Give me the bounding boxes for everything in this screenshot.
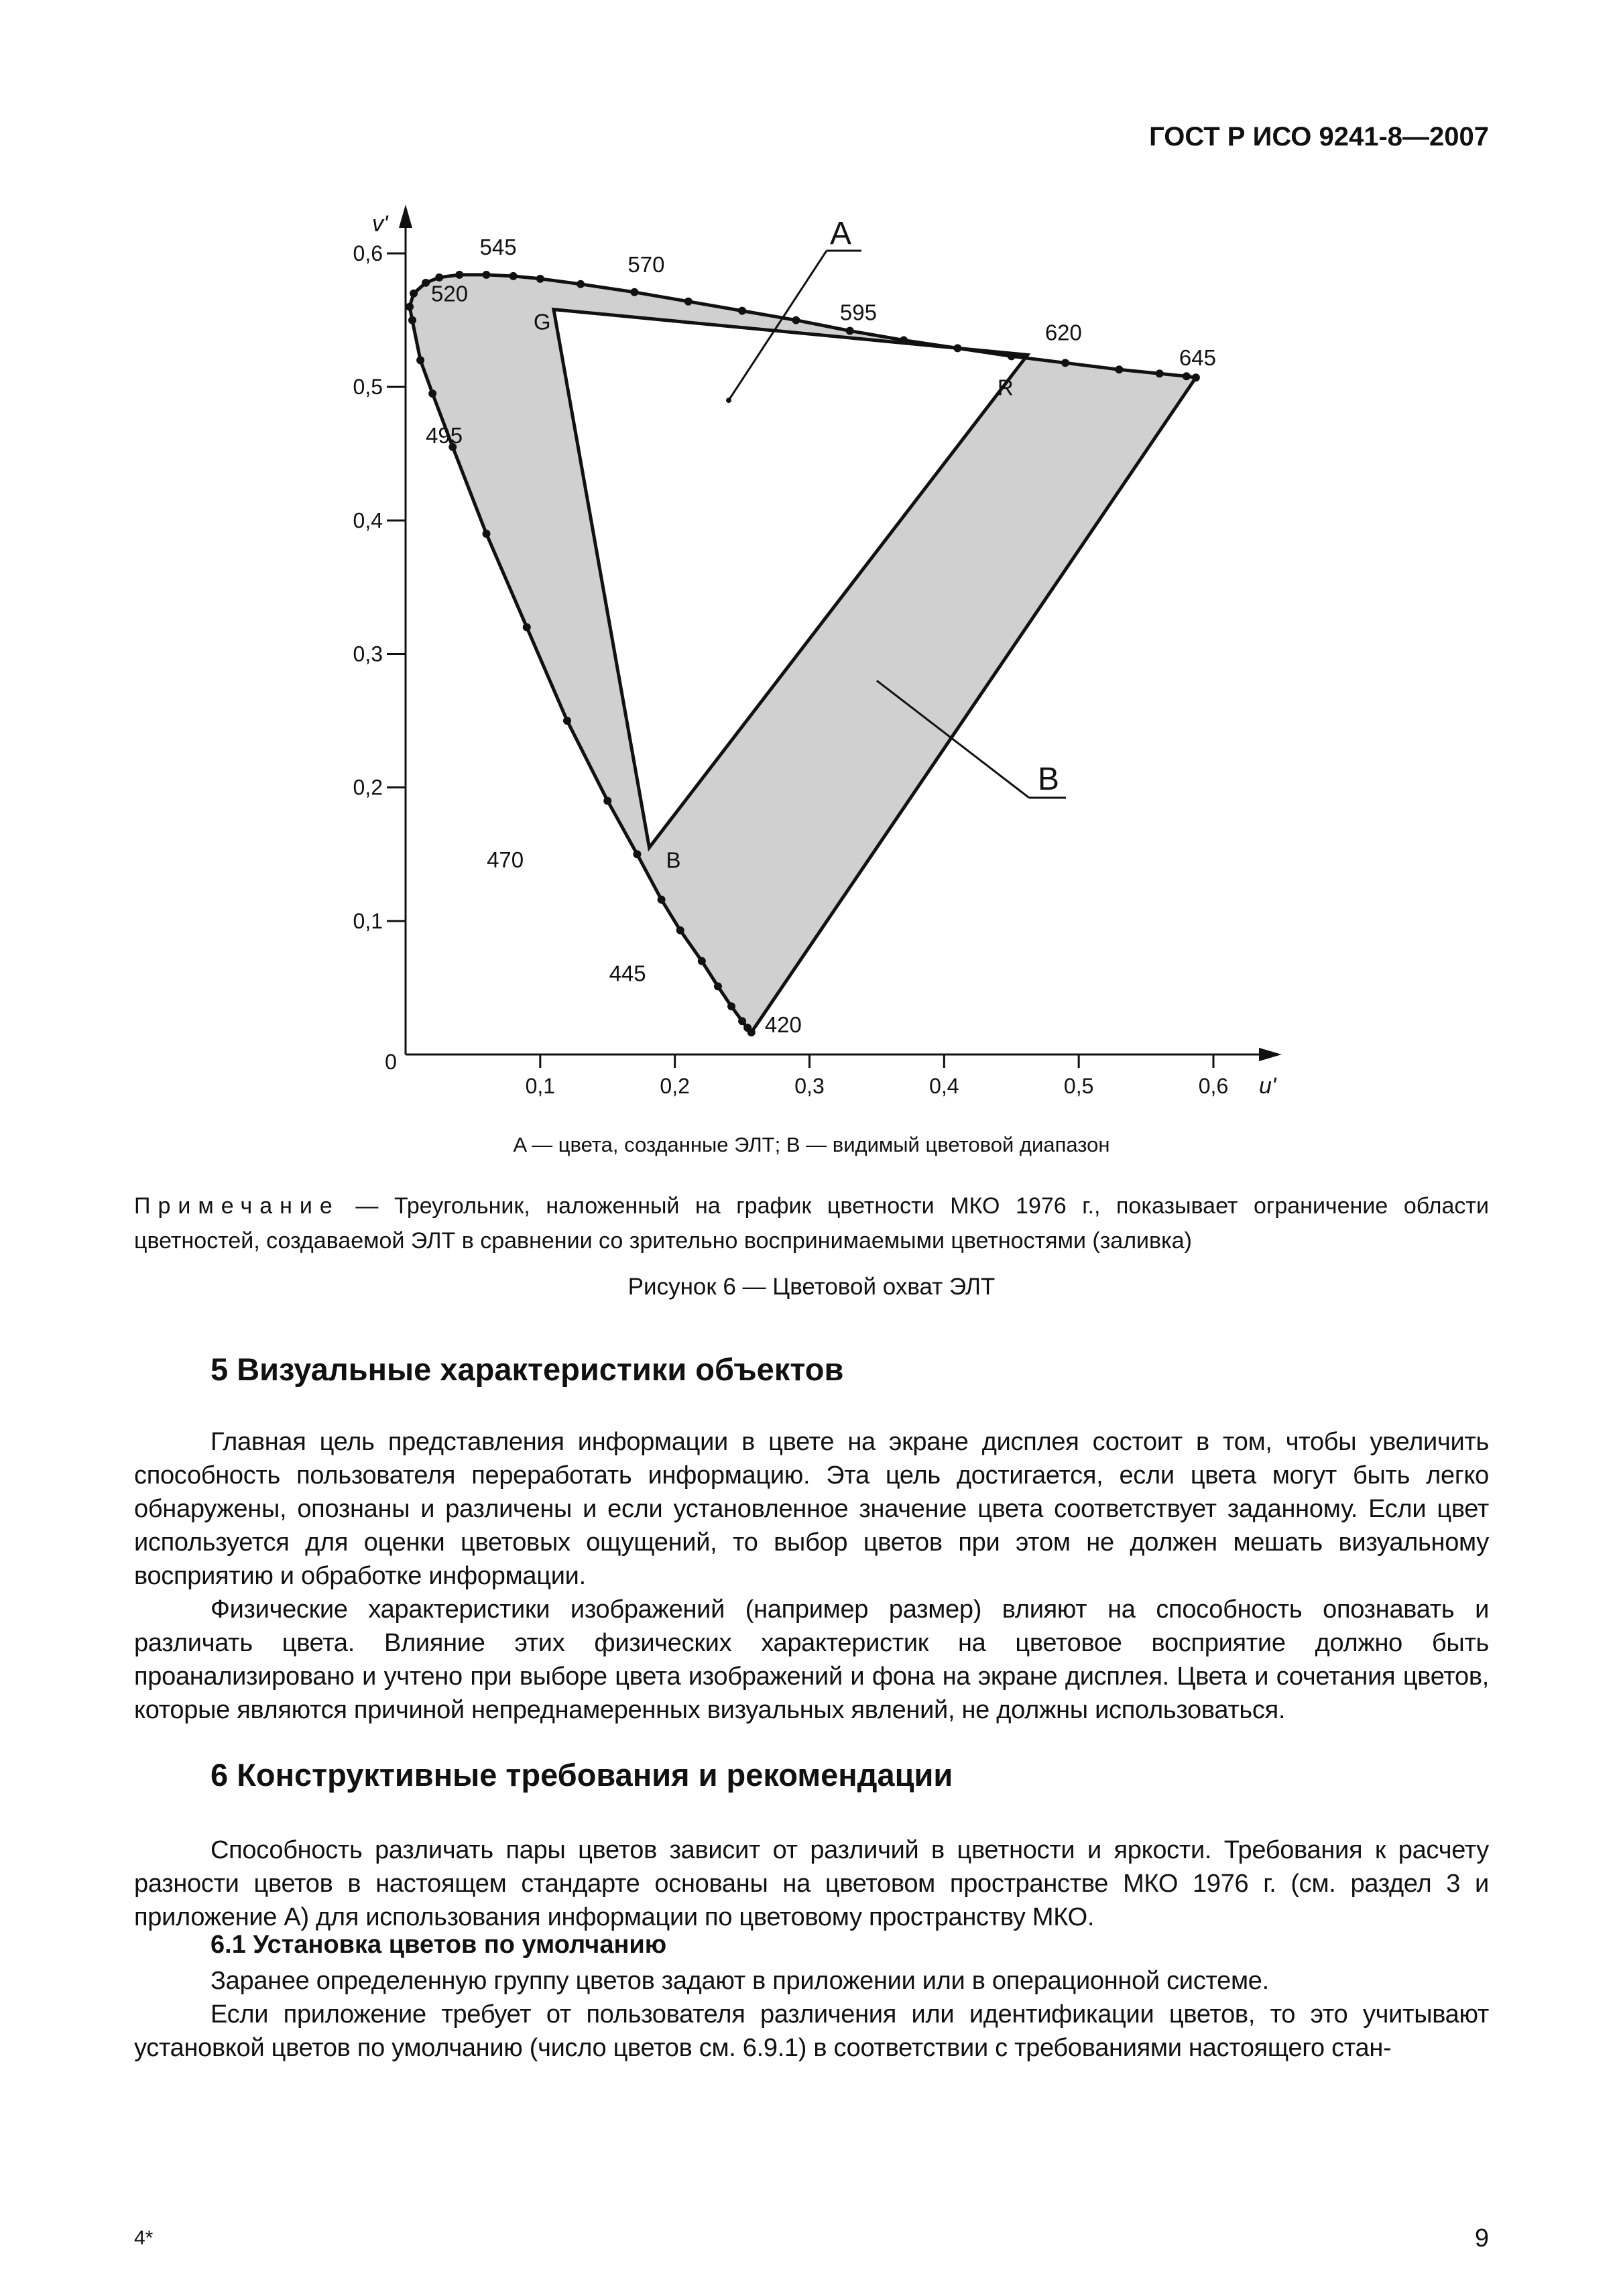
x-tick-label: 0,2 (660, 1074, 690, 1098)
locus-point (577, 280, 585, 288)
locus-point (523, 623, 531, 631)
locus-point (1008, 352, 1016, 360)
locus-point (714, 982, 722, 990)
paragraph: Если приложение требует от пользователя различения или идентификации цветов, то это учитывают установкой цветов по умолчанию (число цветов см. 6.9.1) в соответствии с требованиями настоящего стан- (134, 2000, 1489, 2062)
locus-point (603, 797, 611, 805)
locus-point (738, 307, 746, 315)
visible-gamut-fill (410, 275, 1196, 1032)
gamut-area (410, 275, 1196, 1032)
section-6-heading: 6 Конструктивные требования и рекомендации (211, 1757, 953, 1793)
locus-point (483, 530, 491, 538)
locus-point (900, 336, 908, 344)
note-heading: Примечание (134, 1193, 340, 1219)
y-tick-label: 0,5 (353, 375, 383, 400)
figure-legend: A — цвета, созданные ЭЛТ; B — видимый цветовой диапазон (513, 1133, 1110, 1156)
y-tick-label: 0,6 (353, 241, 383, 265)
locus-point (1192, 373, 1200, 381)
locus-point (455, 271, 463, 279)
x-tick-label: 0,3 (794, 1074, 825, 1098)
vertex-label-g: G (533, 309, 551, 335)
y-tick-label: 0,2 (353, 775, 383, 800)
locus-point (738, 1017, 746, 1025)
locus-point (658, 896, 666, 904)
x-tick-label: 0,6 (1198, 1074, 1229, 1098)
wavelength-label: 445 (609, 961, 646, 986)
subsection-6-1-heading: 6.1 Установка цветов по умолчанию (211, 1931, 667, 1959)
subsection-6-1-body (134, 1964, 1489, 2065)
x-tick-label: 0,4 (929, 1074, 959, 1098)
wavelength-label: 495 (426, 422, 463, 448)
section-5-body (134, 1425, 1489, 1727)
locus-point (953, 344, 961, 352)
paragraph: Главная цель представления информации в цвете на экране дисплея состоит в том, чтобы увеличить способность пользователя переработать информацию. Эта цель достигается, если цвета могут быть легко обнаружены, опознаны и различены и если установленное значение цвета соответствует заданному. Если цвет используется для оценки цветовых ощущений, то выбор цветов при этом не должен мешать визуальному восприятию и обработке информации. (134, 1428, 1489, 1590)
section-6-body (134, 1833, 1489, 1934)
vertex-label-r: R (997, 375, 1014, 400)
annotation-a-label: A (830, 216, 852, 251)
locus-point (727, 1002, 735, 1010)
page-number: 9 (1474, 2224, 1489, 2252)
wavelength-label: 645 (1179, 345, 1216, 371)
wavelength-label: 420 (764, 1012, 802, 1038)
figure-note (134, 1189, 1489, 1258)
locus-point (483, 271, 491, 279)
locus-point (792, 316, 800, 324)
locus-point (509, 272, 518, 280)
locus-point (743, 1024, 752, 1032)
locus-point (698, 957, 706, 965)
wavelength-label: 620 (1044, 320, 1082, 345)
wavelength-label: 545 (479, 234, 517, 259)
wavelength-label: 570 (627, 251, 665, 277)
locus-point (416, 356, 424, 364)
locus-point (563, 717, 571, 725)
y-tick-label: 0,3 (353, 642, 383, 666)
chromaticity-figure (0, 0, 1623, 1126)
locus-point (536, 275, 544, 283)
locus-point (1061, 359, 1069, 367)
origin-label: 0 (385, 1050, 397, 1074)
locus-point (410, 290, 418, 298)
locus-point (684, 298, 693, 306)
locus-point (633, 850, 641, 858)
x-axis-label: u' (1259, 1073, 1276, 1099)
locus-point (435, 274, 443, 282)
locus-point (630, 288, 638, 296)
locus-point (846, 327, 854, 335)
y-tick-label: 0,4 (353, 508, 383, 533)
sheet-mark: 4* (134, 2227, 154, 2249)
vertex-label-b: B (666, 847, 681, 873)
locus-point (1183, 372, 1191, 380)
locus-point (676, 926, 684, 934)
paragraph: Физические характеристики изображений (например размер) влияют на способность опознавать и различать цвета. Влияние этих физических характеристик на цветовое восприятие должно быть проанализировано и учтено при выборе цвета изображений и фона на экране дисплея. Цвета и сочетания цветов, которые являются причиной непреднамеренных визуальных явлений, не должны использоваться. (134, 1595, 1489, 1724)
y-axis-label: v' (372, 211, 388, 237)
y-tick-label: 0,1 (353, 908, 383, 933)
figure-title: Рисунок 6 — Цветовой охват ЭЛТ (627, 1274, 996, 1300)
annotation-b-label: B (1038, 762, 1060, 797)
locus-point (406, 303, 414, 311)
x-tick-label: 0,1 (525, 1074, 556, 1098)
wavelength-label: 470 (487, 847, 524, 873)
paragraph: Заранее определенную группу цветов задают в приложении или в операционной системе. (211, 1967, 1269, 1995)
document-header: ГОСТ Р ИСО 9241-8—2007 (1149, 122, 1489, 152)
wavelength-label: 520 (431, 281, 469, 306)
x-tick-label: 0,5 (1063, 1074, 1094, 1098)
y-axis-arrow (399, 204, 412, 228)
locus-point (408, 316, 416, 324)
locus-point (422, 279, 430, 287)
note-text: — Треугольник, наложенный на график цветности МКО 1976 г., показывает ограничение области цветностей, создаваемой ЭЛТ в сравнении со зрительно воспринимаемыми цветностями (заливка) (134, 1193, 1489, 1254)
locus-point (1115, 365, 1123, 373)
paragraph: Способность различать пары цветов зависит от различий в цветности и яркости. Требования к расчету разности цветов в настоящем стандарте основаны на цветовом пространстве МКО 1976 г. (см. раздел 3 и приложение А) для использования информации по цветовому пространству МКО. (134, 1836, 1489, 1931)
wavelength-label: 595 (839, 300, 877, 325)
locus-point (1156, 369, 1164, 377)
section-5-heading: 5 Визуальные характеристики объектов (211, 1351, 844, 1387)
x-axis-arrow (1259, 1048, 1282, 1061)
locus-point (428, 389, 436, 398)
